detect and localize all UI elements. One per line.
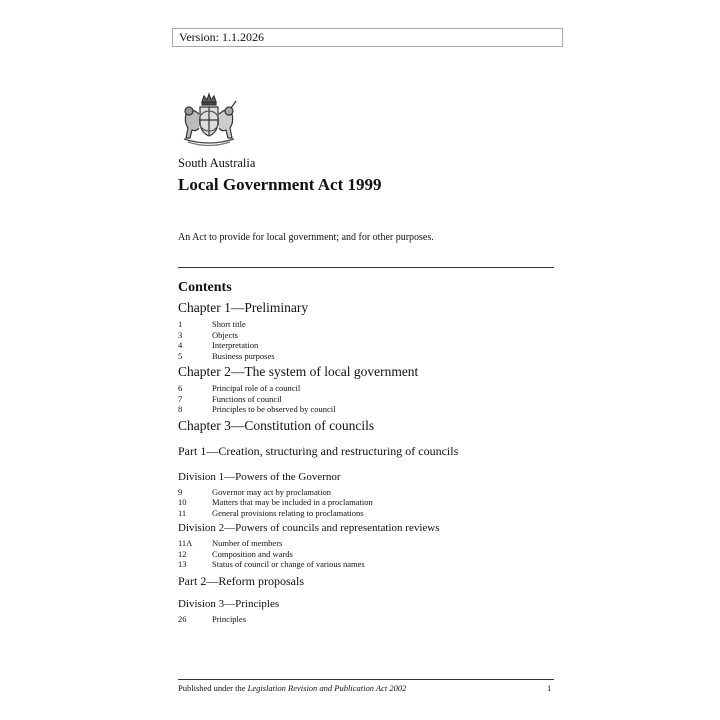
toc-section-list bbox=[178, 487, 554, 519]
toc-section-title: Principles bbox=[212, 613, 246, 624]
act-title: Local Government Act 1999 bbox=[178, 175, 382, 194]
toc-section-number: 4 bbox=[178, 340, 183, 350]
toc-section-list bbox=[178, 319, 554, 361]
toc-section-title: Objects bbox=[212, 329, 238, 340]
coat-of-arms-icon bbox=[178, 92, 240, 150]
toc-section-number: 13 bbox=[178, 559, 187, 569]
toc-division-heading[interactable]: Division 1—Powers of the Governor bbox=[178, 470, 341, 483]
toc-section-number: 10 bbox=[178, 497, 187, 507]
toc-section-number: 26 bbox=[178, 613, 187, 624]
toc-entry[interactable] bbox=[178, 487, 554, 498]
jurisdiction-name: South Australia bbox=[178, 156, 256, 170]
contents-heading: Contents bbox=[178, 280, 232, 295]
toc-entry[interactable] bbox=[178, 614, 554, 625]
toc-section-title: Composition and wards bbox=[212, 548, 293, 559]
toc-entry[interactable] bbox=[178, 497, 554, 508]
toc-part-heading[interactable]: Part 1—Creation, structuring and restructuring of councils bbox=[178, 443, 459, 458]
toc-chapter-heading[interactable]: Chapter 2—The system of local government bbox=[178, 364, 419, 379]
toc-section-number: 7 bbox=[178, 393, 183, 404]
footer-act-name: Legislation Revision and Publication Act 2002 bbox=[247, 683, 407, 693]
toc-section-number: 8 bbox=[178, 404, 183, 414]
toc-division-heading[interactable]: Division 3—Principles bbox=[178, 597, 280, 610]
toc-division-heading[interactable]: Division 2—Powers of councils and representation reviews bbox=[178, 522, 440, 534]
page-number: 1 bbox=[547, 683, 552, 693]
toc-section-number: 12 bbox=[178, 548, 187, 559]
toc-section-title: Number of members bbox=[212, 538, 283, 548]
footer-prefix: Published under the bbox=[178, 683, 248, 693]
toc-entry[interactable] bbox=[178, 351, 554, 362]
toc-section-title: Principal role of a council bbox=[212, 383, 301, 393]
toc-section-title: Functions of council bbox=[212, 393, 282, 404]
toc-part-heading[interactable]: Part 2—Reform proposals bbox=[178, 573, 304, 588]
long-title: An Act to provide for local government; and for other purposes. bbox=[178, 232, 434, 243]
toc-entry[interactable] bbox=[178, 319, 554, 330]
toc-section-title: Interpretation bbox=[212, 340, 259, 350]
table-of-contents bbox=[178, 299, 554, 624]
toc-chapter-heading[interactable]: Chapter 3—Constitution of councils bbox=[178, 417, 375, 433]
toc-entry[interactable] bbox=[178, 394, 554, 405]
footer-divider bbox=[178, 679, 554, 680]
toc-entry[interactable] bbox=[178, 508, 554, 519]
toc-section-number: 11 bbox=[178, 507, 187, 518]
toc-section-number: 1 bbox=[178, 319, 183, 329]
toc-section-number: 11A bbox=[178, 538, 193, 548]
toc-section-title: Short title bbox=[212, 319, 246, 329]
toc-entry[interactable] bbox=[178, 330, 554, 341]
toc-entry[interactable] bbox=[178, 383, 554, 394]
version-label: Version: 1.1.2026 bbox=[172, 28, 563, 47]
toc-section-title: Governor may act by proclamation bbox=[212, 486, 331, 497]
toc-section-number: 5 bbox=[178, 350, 183, 361]
toc-entry[interactable] bbox=[178, 340, 554, 351]
toc-section-title: Matters that may be included in a proclamation bbox=[212, 497, 373, 507]
toc-section-list bbox=[178, 538, 554, 570]
footer-publication-note bbox=[178, 683, 406, 693]
toc-section-title: Principles to be observed by council bbox=[212, 404, 336, 414]
toc-section-number: 6 bbox=[178, 383, 183, 393]
toc-section-list bbox=[178, 383, 554, 415]
toc-chapter-heading[interactable]: Chapter 1—Preliminary bbox=[178, 300, 309, 315]
toc-entry[interactable] bbox=[178, 549, 554, 560]
toc-section-number: 9 bbox=[178, 486, 183, 497]
title-divider bbox=[178, 267, 554, 268]
toc-section-number: 3 bbox=[178, 329, 183, 340]
toc-section-list bbox=[178, 614, 554, 625]
toc-entry[interactable] bbox=[178, 559, 554, 570]
toc-entry[interactable] bbox=[178, 404, 554, 415]
toc-section-title: General provisions relating to proclamations bbox=[212, 507, 364, 518]
toc-section-title: Business purposes bbox=[212, 350, 275, 361]
toc-entry[interactable] bbox=[178, 538, 554, 549]
toc-section-title: Status of council or change of various names bbox=[212, 559, 365, 569]
